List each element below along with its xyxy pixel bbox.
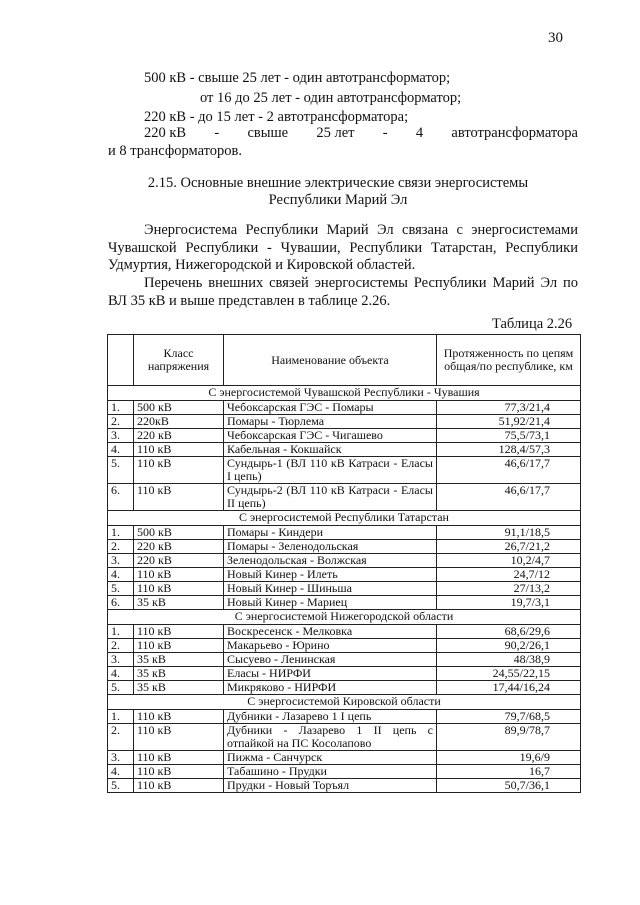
table-row bbox=[108, 681, 581, 695]
row-voltage: 35 кВ bbox=[134, 667, 224, 681]
table-body bbox=[108, 386, 581, 793]
section-heading-line-2: Республики Марий Эл bbox=[268, 192, 408, 208]
intro-line-4-part: 4 bbox=[415, 125, 424, 141]
row-length: 68,6/29,6 bbox=[437, 625, 581, 639]
row-object: Помары - Тюрлема bbox=[224, 415, 437, 429]
row-voltage: 110 кВ bbox=[134, 765, 224, 779]
row-num: 1. bbox=[108, 710, 134, 724]
row-num: 6. bbox=[108, 484, 134, 511]
row-length: 46,6/17,7 bbox=[437, 457, 581, 484]
row-num: 2. bbox=[108, 724, 134, 751]
row-voltage: 110 кВ bbox=[134, 724, 224, 751]
table-caption: Таблица 2.26 bbox=[492, 316, 573, 332]
row-voltage: 110 кВ bbox=[134, 484, 224, 511]
row-voltage: 35 кВ bbox=[134, 681, 224, 695]
table-row bbox=[108, 751, 581, 765]
table-row bbox=[108, 667, 581, 681]
row-object: Еласы - НИРФИ bbox=[224, 667, 437, 681]
row-num: 5. bbox=[108, 681, 134, 695]
row-object: Дубники - Лазарево 1 II цепь с отпайкой на ПС Косолапово bbox=[224, 724, 437, 751]
row-object: Помары - Зеленодольская bbox=[224, 540, 437, 554]
row-num: 4. bbox=[108, 568, 134, 582]
row-voltage: 220 кВ bbox=[134, 540, 224, 554]
intro-line-4-part: автотрансформатора bbox=[451, 125, 578, 141]
row-length: 90,2/26,1 bbox=[437, 639, 581, 653]
row-voltage: 110 кВ bbox=[134, 710, 224, 724]
external-connections-table bbox=[107, 334, 581, 793]
row-object: Дубники - Лазарево 1 I цепь bbox=[224, 710, 437, 724]
intro-line-4-part: 25 лет bbox=[316, 125, 355, 141]
row-voltage: 220 кВ bbox=[134, 554, 224, 568]
section-row bbox=[108, 610, 581, 625]
row-object: Чебоксарская ГЭС - Чигашево bbox=[224, 429, 437, 443]
row-num: 5. bbox=[108, 779, 134, 793]
section-title: С энергосистемой Чувашской Республики - Чувашия bbox=[108, 386, 581, 401]
row-voltage: 110 кВ bbox=[134, 568, 224, 582]
table-header-row bbox=[108, 335, 581, 386]
paragraph-connections: Энергосистема Республики Марий Эл связана с энергосистемами Чувашской Республики - Чувашии, Республики Татарстан, Республики Удмуртия, Нижегородской и Кировской областей. bbox=[108, 222, 578, 273]
table-row bbox=[108, 582, 581, 596]
row-length: 16,7 bbox=[437, 765, 581, 779]
section-heading-line-1: 2.15. Основные внешние электрические связи энергосистемы bbox=[147, 175, 529, 191]
table-row bbox=[108, 639, 581, 653]
row-voltage: 500 кВ bbox=[134, 401, 224, 415]
row-length: 46,6/17,7 bbox=[437, 484, 581, 511]
section-row bbox=[108, 695, 581, 710]
table-row bbox=[108, 653, 581, 667]
section-row bbox=[108, 511, 581, 526]
row-voltage: 110 кВ bbox=[134, 639, 224, 653]
table-row bbox=[108, 765, 581, 779]
intro-line-4-part: - bbox=[214, 125, 220, 141]
section-title: С энергосистемой Нижегородской области bbox=[108, 610, 581, 625]
row-voltage: 220 кВ bbox=[134, 429, 224, 443]
table-row bbox=[108, 779, 581, 793]
row-voltage: 110 кВ bbox=[134, 779, 224, 793]
table-row bbox=[108, 484, 581, 511]
section-title: С энергосистемой Кировской области bbox=[108, 695, 581, 710]
header-object: Наименование объекта bbox=[224, 335, 437, 386]
row-num: 2. bbox=[108, 415, 134, 429]
row-length: 27/13,2 bbox=[437, 582, 581, 596]
table-row bbox=[108, 724, 581, 751]
row-length: 19,7/3,1 bbox=[437, 596, 581, 610]
row-num: 4. bbox=[108, 765, 134, 779]
row-object: Сундырь-1 (ВЛ 110 кВ Катраси - Еласы I цепь) bbox=[224, 457, 437, 484]
row-object: Новый Кинер - Мариец bbox=[224, 596, 437, 610]
row-object: Микряково - НИРФИ bbox=[224, 681, 437, 695]
table-row bbox=[108, 401, 581, 415]
table-row bbox=[108, 526, 581, 540]
row-voltage: 110 кВ bbox=[134, 582, 224, 596]
row-voltage: 110 кВ bbox=[134, 751, 224, 765]
row-voltage: 500 кВ bbox=[134, 526, 224, 540]
row-length: 10,2/4,7 bbox=[437, 554, 581, 568]
row-num: 4. bbox=[108, 667, 134, 681]
row-object: Макарьево - Юрино bbox=[224, 639, 437, 653]
row-num: 6. bbox=[108, 596, 134, 610]
row-length: 51,92/21,4 bbox=[437, 415, 581, 429]
table-row bbox=[108, 443, 581, 457]
table-row bbox=[108, 457, 581, 484]
row-object: Новый Кинер - Илеть bbox=[224, 568, 437, 582]
row-voltage: 35 кВ bbox=[134, 596, 224, 610]
table-row bbox=[108, 415, 581, 429]
row-length: 50,7/36,1 bbox=[437, 779, 581, 793]
row-object: Помары - Киндери bbox=[224, 526, 437, 540]
row-num: 4. bbox=[108, 443, 134, 457]
row-length: 19,6/9 bbox=[437, 751, 581, 765]
row-length: 79,7/68,5 bbox=[437, 710, 581, 724]
page-number: 30 bbox=[548, 30, 563, 46]
header-length: Протяженность по цепям общая/по республике, км bbox=[437, 335, 581, 386]
row-length: 26,7/21,2 bbox=[437, 540, 581, 554]
row-length: 48/38,9 bbox=[437, 653, 581, 667]
row-length: 24,55/22,15 bbox=[437, 667, 581, 681]
row-voltage: 110 кВ bbox=[134, 443, 224, 457]
row-voltage: 220кВ bbox=[134, 415, 224, 429]
table-row bbox=[108, 596, 581, 610]
table-row bbox=[108, 710, 581, 724]
row-num: 1. bbox=[108, 625, 134, 639]
row-length: 17,44/16,24 bbox=[437, 681, 581, 695]
table-row bbox=[108, 625, 581, 639]
row-object: Зеленодольская - Волжская bbox=[224, 554, 437, 568]
intro-line-4 bbox=[144, 125, 578, 142]
intro-line-3: 220 кВ - до 15 лет - 2 автотрансформатора; bbox=[144, 109, 409, 125]
row-object: Пижма - Санчурск bbox=[224, 751, 437, 765]
row-voltage: 35 кВ bbox=[134, 653, 224, 667]
row-object: Сундырь-2 (ВЛ 110 кВ Катраси - Еласы II цепь) bbox=[224, 484, 437, 511]
row-num: 2. bbox=[108, 540, 134, 554]
row-object: Новый Кинер - Шиньша bbox=[224, 582, 437, 596]
intro-line-2: от 16 до 25 лет - один автотрансформатор; bbox=[200, 90, 462, 106]
row-length: 24,7/12 bbox=[437, 568, 581, 582]
intro-line-5: и 8 трансформаторов. bbox=[108, 143, 243, 159]
header-num bbox=[108, 335, 134, 386]
row-num: 1. bbox=[108, 401, 134, 415]
row-voltage: 110 кВ bbox=[134, 625, 224, 639]
row-object: Кабельная - Кокшайск bbox=[224, 443, 437, 457]
paragraph-table-reference: Перечень внешних связей энергосистемы Республики Марий Эл по ВЛ 35 кВ и выше представлен в таблице 2.26. bbox=[108, 275, 578, 309]
row-length: 77,3/21,4 bbox=[437, 401, 581, 415]
row-length: 75,5/73,1 bbox=[437, 429, 581, 443]
row-num: 2. bbox=[108, 639, 134, 653]
row-num: 1. bbox=[108, 526, 134, 540]
row-num: 5. bbox=[108, 582, 134, 596]
table-row bbox=[108, 540, 581, 554]
row-object: Воскресенск - Мелковка bbox=[224, 625, 437, 639]
row-voltage: 110 кВ bbox=[134, 457, 224, 484]
row-length: 128,4/57,3 bbox=[437, 443, 581, 457]
intro-line-4-part: 220 кВ bbox=[144, 125, 187, 141]
intro-line-4-part: - bbox=[382, 125, 388, 141]
table-row bbox=[108, 429, 581, 443]
row-num: 3. bbox=[108, 751, 134, 765]
row-num: 3. bbox=[108, 429, 134, 443]
intro-line-1: 500 кВ - свыше 25 лет - один автотрансформатор; bbox=[144, 70, 451, 86]
intro-line-4-part: свыше bbox=[247, 125, 289, 141]
section-row bbox=[108, 386, 581, 401]
header-voltage: Класс напряжения bbox=[134, 335, 224, 386]
row-object: Прудки - Новый Торъял bbox=[224, 779, 437, 793]
row-num: 3. bbox=[108, 653, 134, 667]
row-num: 5. bbox=[108, 457, 134, 484]
table-row bbox=[108, 554, 581, 568]
row-object: Чебоксарская ГЭС - Помары bbox=[224, 401, 437, 415]
row-length: 91,1/18,5 bbox=[437, 526, 581, 540]
row-num: 3. bbox=[108, 554, 134, 568]
table-row bbox=[108, 568, 581, 582]
section-title: С энергосистемой Республики Татарстан bbox=[108, 511, 581, 526]
row-object: Табашино - Прудки bbox=[224, 765, 437, 779]
row-length: 89,9/78,7 bbox=[437, 724, 581, 751]
row-object: Сысуево - Ленинская bbox=[224, 653, 437, 667]
